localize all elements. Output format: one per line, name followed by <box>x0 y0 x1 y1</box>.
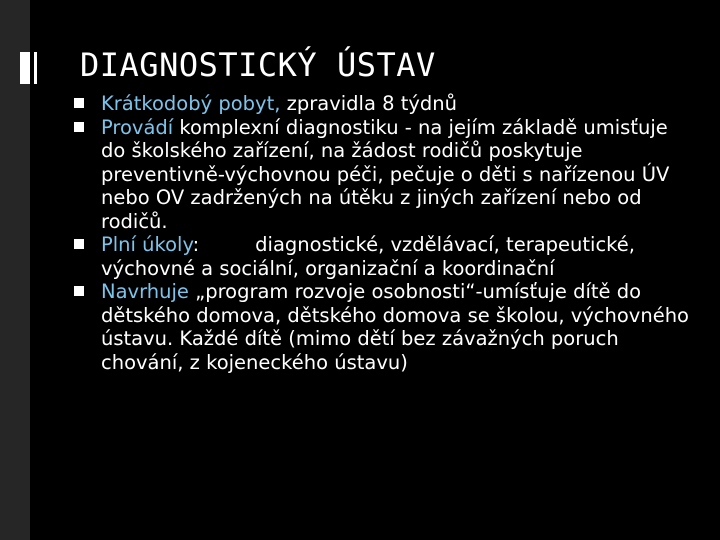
square-bullet-icon <box>74 122 84 132</box>
slide-title: DIAGNOSTICKÝ ÚSTAV <box>80 46 436 84</box>
bullet-lead: Navrhuje <box>101 280 189 303</box>
bullet-item <box>74 233 694 280</box>
bullet-text: komplexní diagnostiku - na jejím základě umisťuje do školského zařízení, na žádost rodičů poskytuje preventivně-výchovnou péči, pečuje o děti s nařízenou ÚV nebo OV zadržených na útěku z jiných zařízení nebo od rodičů. <box>101 115 670 233</box>
bullet-item <box>74 116 694 234</box>
title-accent-bar <box>20 52 30 84</box>
bullet-list <box>74 92 694 374</box>
title-accent-line <box>34 52 37 84</box>
square-bullet-icon <box>74 98 84 108</box>
square-bullet-icon <box>74 286 84 296</box>
bullet-lead: Provádí <box>101 115 174 139</box>
bullet-lead: Plní úkoly <box>101 233 193 256</box>
bullet-colon: : <box>192 233 200 256</box>
square-bullet-icon <box>74 239 84 249</box>
bullet-text: „program rozvoje osobnosti“-umísťuje dítě do dětského domova, dětského domova se školou, výchovného ústavu. Každé dítě (mimo dětí bez závažných poruch chování, z kojeneckého ústavu) <box>101 280 689 374</box>
bullet-text: diagnostické, vzdělávací, terapeutické, výchovné a sociální, organizační a koordinační <box>101 233 635 280</box>
bullet-text: zpravidla 8 týdnů <box>280 92 458 115</box>
bullet-item <box>74 92 694 116</box>
bullet-item <box>74 280 694 374</box>
bullet-lead: Krátkodobý pobyt, <box>101 92 281 115</box>
